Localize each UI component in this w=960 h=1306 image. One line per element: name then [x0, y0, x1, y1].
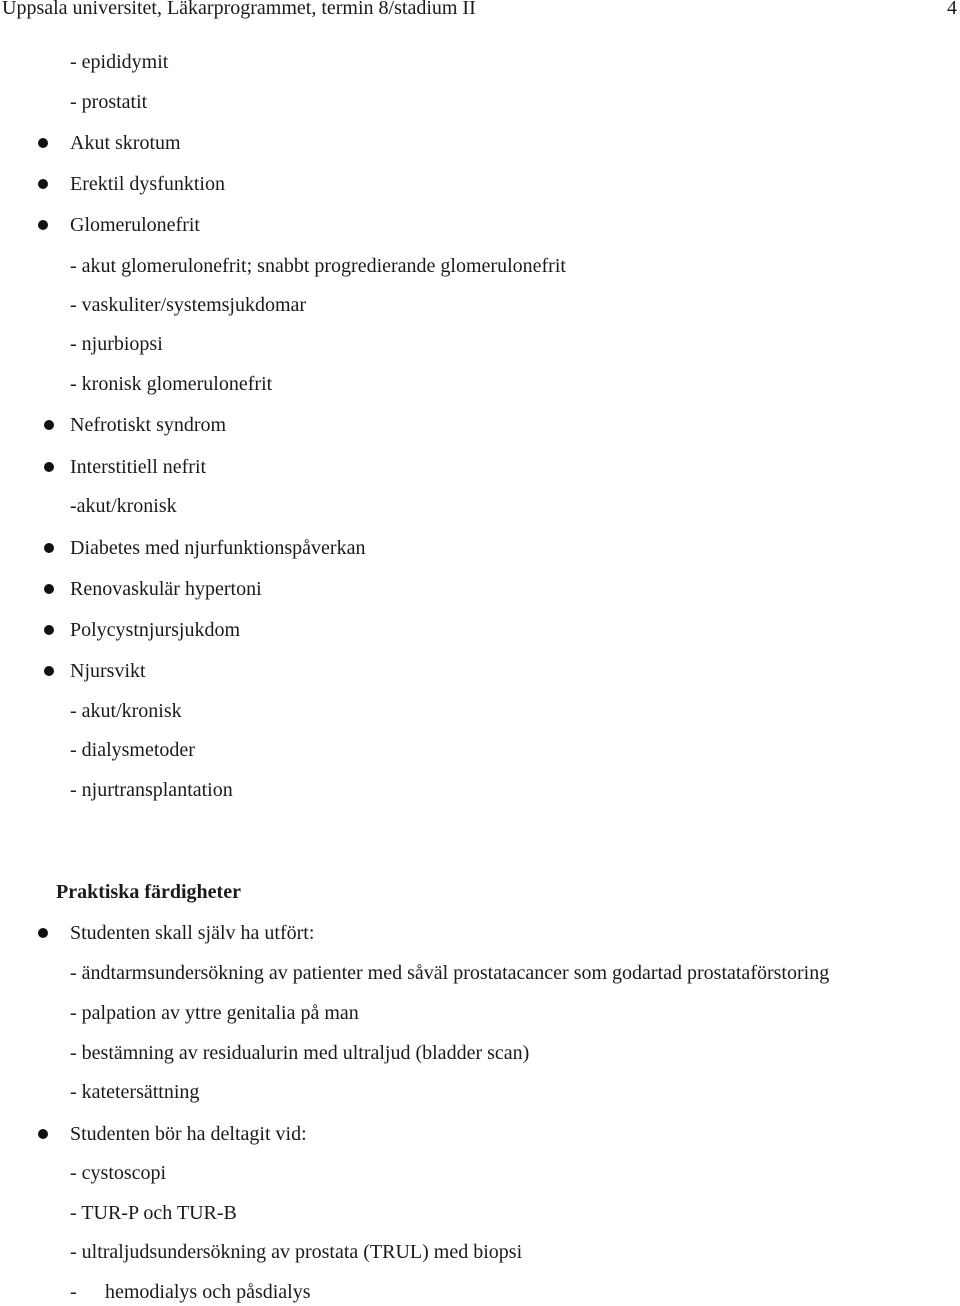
bullet-icon	[38, 928, 48, 938]
bullet-icon	[38, 138, 48, 148]
bullet-icon	[44, 625, 54, 635]
bullet-icon	[38, 179, 48, 189]
bullet-icon	[44, 462, 54, 472]
bullet-icon	[38, 220, 48, 230]
bullet-icon	[44, 584, 54, 594]
page-number: 4	[947, 0, 957, 19]
bullet-icon	[38, 1129, 48, 1139]
document-title: Uppsala universitet, Läkarprogrammet, termin 8/stadium II	[2, 0, 476, 19]
page-header	[0, 0, 960, 24]
bullet-icon	[44, 420, 54, 430]
bullet-icon	[44, 666, 54, 676]
bullet-icon	[44, 543, 54, 553]
section-heading: Praktiska färdigheter	[56, 881, 241, 903]
